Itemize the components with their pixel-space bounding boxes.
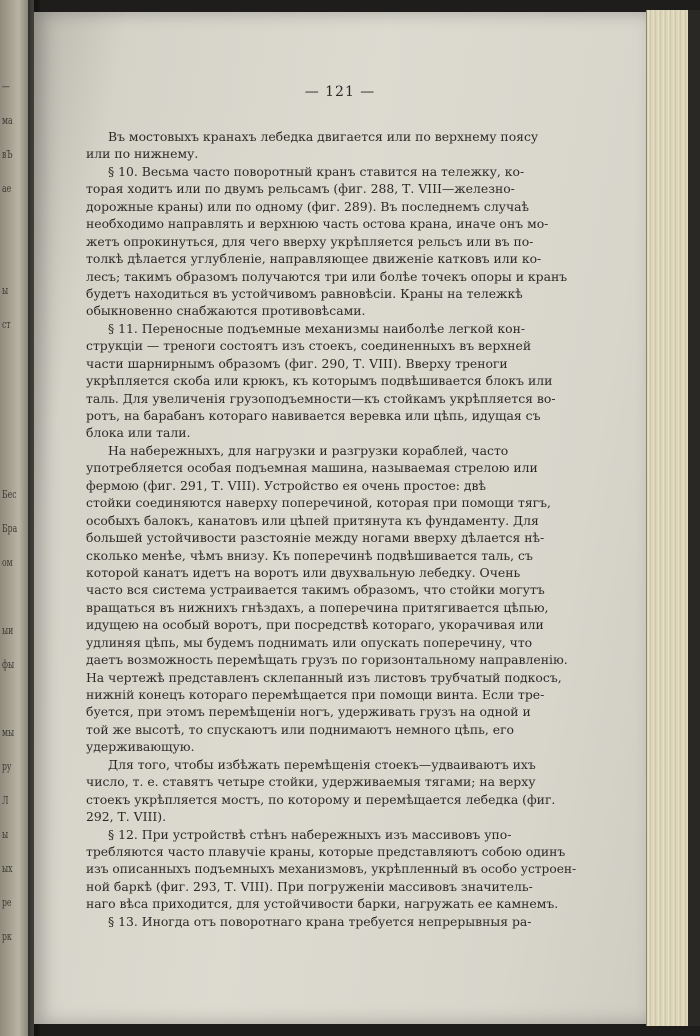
text-line: толкѣ дѣлается углубленіе, направляющее движеніе катковъ или ко- [86, 251, 542, 267]
left-page-fragment: Бра [2, 522, 18, 535]
text-line: большей устойчивости разстояніе между ногами вверху дѣлается нѣ- [86, 530, 545, 546]
text-line: струкціи — треноги состоятъ изъ стоекъ, соединенныхъ въ верхней [86, 338, 532, 354]
text-line: § 11. Переносные подъемные механизмы наиболѣе легкой кон- [108, 320, 526, 336]
text-line: вращаться въ нижнихъ гнѣздахъ, а поперечина притягивается цѣпью, [86, 599, 549, 615]
text-line: стоекъ укрѣпляется мостъ, по которому и перемѣщается лебедка (фиг. [86, 791, 556, 807]
text-line: необходимо направлять и верхнюю часть остова крана, иначе онъ мо- [86, 216, 549, 232]
left-page-fragment: — [2, 80, 10, 93]
text-line: нижній конецъ котораго перемѣщается при помощи винта. Если тре- [86, 687, 545, 702]
text-line: блока или тали. [86, 425, 191, 441]
text-line: ротъ, на барабанъ котораго навивается веревка или цѣпь, идущая съ [86, 408, 541, 423]
left-page-fragment: вЪ [2, 148, 13, 161]
text-line: сколько менѣе, чѣмъ внизу. Къ поперечинѣ подвѣшивается таль, съ [86, 547, 533, 563]
text-line: торая ходитъ или по двумъ рельсамъ (фиг. 288, Т. VIII—железно- [86, 181, 515, 197]
page-edges [646, 10, 689, 1026]
book-cover-edge [688, 10, 700, 1026]
text-line: особыхъ балокъ, канатовъ или цѣпей притянута къ фундаменту. Для [86, 512, 539, 528]
text-line: той же высотѣ, то спускаютъ или поднимаютъ немного цѣпь, его [86, 721, 515, 737]
text-line: удерживающую. [86, 739, 195, 755]
text-line: части шарнирнымъ образомъ (фиг. 290, Т. VIII). Вверху треноги [86, 355, 508, 371]
text-line: лесъ; такимъ образомъ получаются три или болѣе точекъ опоры и кранъ [86, 268, 568, 284]
text-line: изъ описанныхъ подъемныхъ механизмовъ, укрѣпленный въ особо устроен- [86, 861, 576, 877]
left-page-fragment: Бес [2, 488, 17, 501]
text-line: требляются часто плавучіе краны, которые представляютъ собою одинъ [86, 843, 566, 859]
left-page-fragment: ру [2, 760, 12, 773]
book-page [34, 12, 646, 1024]
page-number: — 121 — [304, 84, 376, 100]
left-page-fragment: ом [2, 556, 13, 569]
left-page-fragment: ы [2, 284, 9, 297]
page-text [86, 128, 576, 930]
left-page-fragment: ы [2, 828, 9, 841]
text-line: таль. Для увеличенія грузоподъемности—къ стойкамъ укрѣпляется во- [86, 390, 556, 406]
text-line: § 12. При устройствѣ стѣнъ набережныхъ изъ массивовъ упо- [108, 826, 512, 842]
text-line: идущею на особый воротъ, при посредствѣ котораго, укорачивая или [86, 617, 544, 633]
left-page-fragment: ст [2, 318, 11, 331]
text-line: удлиняя цѣпь, мы будемъ поднимать или опускать поперечину, что [86, 634, 533, 650]
text-line: которой канатъ идетъ на воротъ или двухвальную лебедку. Очень [86, 564, 521, 580]
text-line: буется, при этомъ перемѣщеніи ногъ, удерживать грузъ на одной и [86, 704, 531, 720]
text-line: Для того, чтобы избѣжать перемѣщенія стоекъ—удваиваютъ ихъ [108, 756, 536, 772]
text-line: ной баркѣ (фиг. 293, Т. VIII). При погруженіи массивовъ значитель- [86, 878, 533, 894]
text-line: или по нижнему. [86, 146, 199, 162]
left-page-fragment: ае [2, 182, 12, 195]
text-line: Въ мостовыхъ кранахъ лебедка двигается или по верхнему поясу [108, 129, 539, 144]
text-line: фермою (фиг. 291, Т. VIII). Устройство ея очень простое: двѣ [86, 477, 486, 493]
text-line: На набережныхъ, для нагрузки и разгрузки кораблей, часто [108, 442, 509, 458]
left-page-fragment: ых [2, 862, 13, 875]
left-page-fragment: фы [2, 658, 15, 671]
text-line: употребляется особая подъемная машина, называемая стрелою или [86, 460, 538, 476]
text-line: наго вѣса приходится, для устойчивости барки, нагружать ее камнемъ. [86, 896, 559, 912]
left-page-fragment: Л [2, 794, 9, 807]
text-line: жетъ опрокинуться, для чего вверху укрѣпляется рельсъ или въ по- [86, 233, 534, 249]
left-page-fragment: ыи [2, 624, 14, 637]
text-line: На чертежѣ представленъ склепанный изъ листовъ трубчатый подкосъ, [86, 669, 562, 685]
text-line: укрѣпляется скоба или крюкъ, къ которымъ подвѣшивается блокъ или [86, 373, 553, 389]
text-line: обыкновенно снабжаются противовѣсами. [86, 303, 366, 319]
text-line: 292, Т. VIII). [86, 809, 167, 825]
left-page-fragment: ма [2, 114, 13, 127]
text-line: стойки соединяются наверху поперечиной, которая при помощи тягъ, [86, 495, 551, 511]
text-line: дорожные краны) или по одному (фиг. 289). Въ последнемъ случаѣ [86, 198, 530, 214]
text-line: § 13. Иногда отъ поворотнаго крана требуется непрерывныя ра- [108, 913, 532, 929]
left-page-fragment: мы [2, 726, 15, 739]
left-page-fragment: рк [2, 930, 12, 943]
text-line: даетъ возможность перемѣщать грузъ по горизонтальному направленію. [86, 652, 568, 668]
left-page-fragment: ре [2, 896, 12, 909]
text-line: часто вся система устраивается такимъ образомъ, что стойки могутъ [86, 582, 545, 598]
text-line: число, т. е. ставятъ четыре стойки, удерживаемыя тягами; на верху [86, 774, 536, 790]
text-line: § 10. Весьма часто поворотный кранъ ставится на тележку, ко- [108, 163, 525, 179]
text-line: будетъ находиться въ устойчивомъ равновѣсіи. Краны на тележкѣ [86, 285, 523, 301]
